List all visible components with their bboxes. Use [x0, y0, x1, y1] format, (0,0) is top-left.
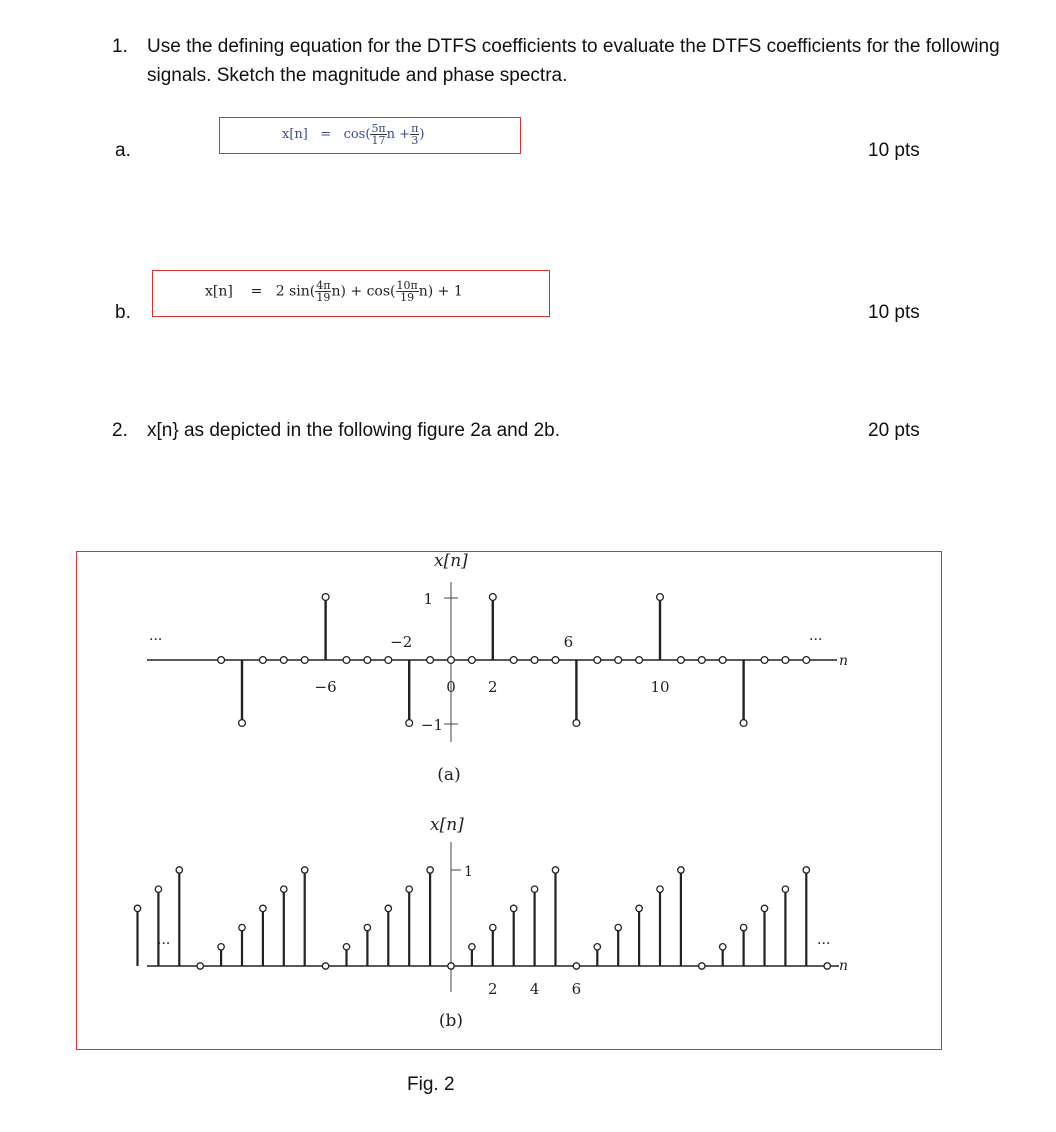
plot-b-sample-6: [573, 963, 579, 969]
plot-b-sublabel: (b): [438, 1011, 464, 1031]
plot-a-stems: [218, 594, 810, 727]
plot-b-sample--14: [155, 886, 161, 892]
eq-b-frac2-den: 19: [400, 291, 415, 304]
plot-b-sample--7: [302, 867, 308, 873]
eq-a-frac1-den: 17: [371, 134, 386, 147]
eq-a-frac2-den: 3: [411, 134, 419, 147]
plot-b-sample-9: [636, 905, 642, 911]
plot-a: [147, 552, 848, 785]
plot-a-xtick-label-2: 2: [488, 678, 498, 696]
equation-a: [282, 123, 424, 146]
equation-a-box: [219, 117, 521, 154]
plot-a-sample-8: [615, 657, 622, 664]
plot-a-sample-5: [552, 657, 559, 664]
plot-b-sample--5: [343, 944, 349, 950]
eq-a-equals: =: [320, 127, 332, 142]
plot-a-sublabel: (a): [437, 765, 461, 785]
plot-b-sample-11: [678, 867, 684, 873]
eq-a-var: n +: [386, 127, 411, 142]
plot-b-sample--15: [134, 905, 140, 911]
plot-a-sample-11: [678, 657, 685, 664]
plot-b-sample-12: [699, 963, 705, 969]
plot-a-ytick-neg1-label: −1: [420, 716, 443, 734]
plot-b-ylabel: x[n]: [430, 815, 464, 835]
plot-b-sample-16: [782, 886, 788, 892]
plot-a-xtick-label-6: 6: [563, 633, 574, 651]
plot-b-sample--12: [197, 963, 203, 969]
plot-b-sample-13: [720, 944, 726, 950]
plot-b-sample-2: [490, 924, 496, 930]
plot-a-sample-3: [510, 657, 517, 664]
plot-a-sample--2: [406, 720, 413, 727]
plot-a-sample-13: [719, 657, 726, 664]
plot-b-sample--10: [239, 924, 245, 930]
plot-b-ellipsis-left: ...: [157, 932, 171, 948]
eq-b-term1: 2 sin(: [275, 283, 316, 300]
eq-b-frac2: [396, 280, 419, 303]
plot-b-sample-14: [740, 924, 746, 930]
plot-a-sample--10: [239, 720, 246, 727]
plot-b-sample-4: [531, 886, 537, 892]
plot-b-ellipsis-right: ...: [817, 932, 831, 948]
eq-b-frac1: [315, 280, 331, 303]
plot-a-xlabel: n: [839, 653, 849, 669]
plot-a-sample-10: [657, 594, 664, 601]
eq-a-close: ): [419, 127, 425, 142]
plot-a-sample--4: [364, 657, 371, 664]
plot-b-sample-17: [803, 867, 809, 873]
eq-a-func: cos(: [343, 127, 371, 142]
plot-a-sample-16: [782, 657, 789, 664]
plot-a-sample--8: [280, 657, 287, 664]
plot-b-xtick-label-4: 4: [529, 980, 540, 998]
part-b-label: b.: [115, 302, 131, 323]
plot-b-sample-8: [615, 924, 621, 930]
plot-a-sample-14: [740, 720, 747, 727]
plot-a-sample-7: [594, 657, 601, 664]
plot-b-sample--1: [427, 867, 433, 873]
plot-a-sample--7: [301, 657, 308, 664]
plot-b-sample--11: [218, 944, 224, 950]
plot-b-sample--13: [176, 867, 182, 873]
plot-a-xtick-label--2: −2: [390, 633, 413, 651]
plot-a-sample--5: [343, 657, 350, 664]
plot-a-sample-17: [803, 657, 810, 664]
plot-b-xtick-label-6: 6: [571, 980, 582, 998]
plot-b-xtick-label-2: 2: [488, 980, 498, 998]
question-2-number: 2.: [112, 420, 128, 441]
equation-b: [205, 280, 463, 303]
plot-b-sample-3: [511, 905, 517, 911]
plot-a-sample-9: [636, 657, 643, 664]
plot-b-stems: [134, 867, 830, 969]
plot-b-sample-7: [594, 944, 600, 950]
plot-a-ylabel: x[n]: [434, 552, 468, 571]
eq-a-frac2: [410, 123, 419, 146]
plot-b-sample--6: [322, 963, 328, 969]
eq-a-frac2-num: π: [411, 122, 419, 135]
eq-a-frac1: [370, 123, 386, 146]
plot-a-xtick-label--6: −6: [314, 678, 337, 696]
part-a-points: 10 pts: [868, 140, 920, 161]
plot-b-sample-1: [469, 944, 475, 950]
eq-a-lhs: x[n]: [282, 127, 308, 142]
plot-b-sample-10: [657, 886, 663, 892]
plot-b-sample-5: [552, 867, 558, 873]
plot-b-xlabel: n: [839, 958, 849, 974]
plot-a-ytick-1-label: 1: [423, 590, 433, 608]
question-number: 1.: [112, 36, 128, 57]
question-2-text: x[n} as depicted in the following figure 2a and 2b.: [147, 420, 561, 441]
eq-b-frac1-num: 4π: [316, 279, 331, 292]
equation-b-box: [152, 270, 550, 317]
plot-a-sample--6: [322, 594, 329, 601]
question-2-points: 20 pts: [868, 420, 920, 441]
plot-b-sample-0: [448, 963, 454, 969]
plot-a-sample-6: [573, 720, 580, 727]
eq-b-lhs: x[n]: [205, 283, 233, 300]
plot-a-sample-12: [698, 657, 705, 664]
eq-b-equals: =: [250, 283, 263, 300]
plot-a-xtick-label-0: 0: [446, 678, 456, 696]
figure-2-plots: [77, 552, 941, 1049]
plot-b-sample--2: [406, 886, 412, 892]
figure-caption: Fig. 2: [407, 1074, 455, 1095]
part-a-label: a.: [115, 140, 131, 161]
plot-a-sample--9: [260, 657, 267, 664]
plot-a-sample--11: [218, 657, 225, 664]
eq-b-tail: n) + 1: [418, 283, 463, 300]
plot-b-sample--3: [385, 905, 391, 911]
eq-b-frac1-den: 19: [316, 291, 331, 304]
plot-b-sample--9: [260, 905, 266, 911]
plot-b-tick-labels: [488, 980, 581, 998]
figure-2-box: [76, 551, 942, 1050]
plot-b: [134, 815, 848, 1031]
part-b-points: 10 pts: [868, 302, 920, 323]
plot-b-ytick-1-label: 1: [464, 864, 473, 880]
plot-a-sample-15: [761, 657, 768, 664]
eq-b-frac2-num: 10π: [396, 279, 418, 292]
plot-b-sample-18: [824, 963, 830, 969]
plot-a-sample--1: [427, 657, 434, 664]
plot-b-sample--4: [364, 924, 370, 930]
plot-b-sample-15: [761, 905, 767, 911]
eq-b-mid: n) + cos(: [331, 283, 396, 300]
plot-b-sample--8: [281, 886, 287, 892]
plot-a-ellipsis-right: ...: [809, 628, 823, 644]
plot-a-sample-1: [469, 657, 476, 664]
plot-a-sample-4: [531, 657, 538, 664]
plot-a-xtick-label-10: 10: [650, 678, 670, 696]
plot-a-sample-2: [489, 594, 496, 601]
question-text: Use the defining equation for the DTFS coefficients to evaluate the DTFS coefficients for the following signals. Sketch the magnitude and phase spectra.: [147, 36, 1000, 86]
plot-a-sample--3: [385, 657, 392, 664]
plot-a-sample-0: [448, 657, 455, 664]
plot-a-ellipsis-left: ...: [149, 628, 163, 644]
eq-a-frac1-num: 5π: [371, 122, 386, 135]
